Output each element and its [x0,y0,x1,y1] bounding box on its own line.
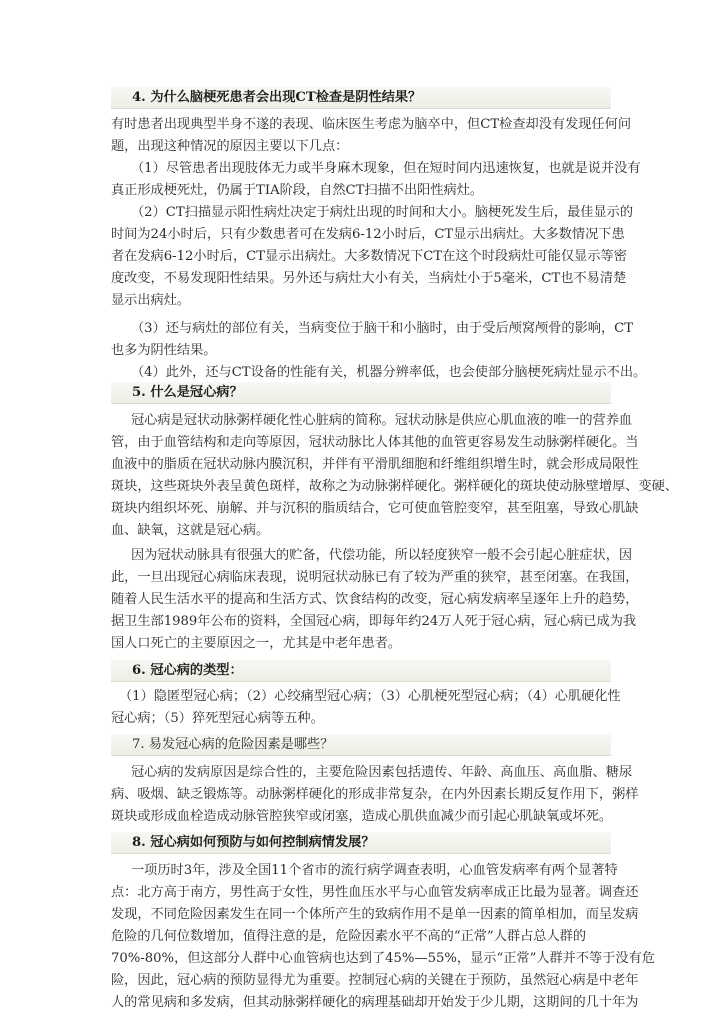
section-8-heading: 8. 冠心病如何预防与如何控制病情发展？ [132,835,375,850]
paragraph-line: 此，一旦出现冠心病临床表现，说明冠状动脉已有了较为严重的狭窄，甚至闭塞。在我国， [111,570,639,585]
paragraph-line: 管，由于血管结构和走向等原因，冠状动脉比人体其他的血管更容易发生动脉粥样硬化。当 [111,435,639,450]
section-5-heading: 5. 什么是冠心病？ [132,385,243,400]
paragraph-line: 题，出现这种情况的原因主要以下几点： [111,139,349,154]
paragraph-line: 者在发病6-12小时后，CT显示出病灶。大多数情况下CT在这个时段病灶可能仅显示等密 [111,249,627,264]
paragraph-line: 度改变，不易发现阳性结果。另外还与病灶大小有关，当病灶小于5毫米，CT也不易清楚 [111,271,627,286]
paragraph-line: （2）CT扫描显示阳性病灶决定于病灶出现的时间和大小。脑梗死发生后，最佳显示的 [131,205,634,220]
paragraph-line: 点：北方高于南方，男性高于女性，男性血压水平与心血管发病率成正比最为显著。调查还 [111,885,639,900]
paragraph-line: 斑块，这些斑块外表呈黄色斑样，故称之为动脉粥样硬化。粥样硬化的斑块使动脉壁增厚、变硬、 [111,479,679,494]
paragraph-line: 冠心病的发病原因是综合性的，主要危险因素包括遗传、年龄、高血压、高血脂、糖尿 [131,765,633,780]
paragraph-line: 发现，不同危险因素发生在同一个体所产生的致病作用不是单一因素的简单相加，而呈发病 [111,907,639,922]
paragraph-line: 也多为阴性结果。 [111,343,217,358]
section-6-heading: 6. 冠心病的类型： [132,663,243,678]
paragraph-line: 病、吸烟、缺乏锻炼等。动脉粥样硬化的形成非常复杂，在内外因素长期反复作用下，粥样 [111,787,639,802]
paragraph-line: （1）尽管患者出现肢体无力或半身麻木现象，但在短时间内迅速恢复，也就是说并没有 [131,161,641,176]
paragraph-line: 真正形成梗死灶，仍属于TIA阶段，自然CT扫描不出阳性病灶。 [111,183,484,198]
paragraph-line: 一项历时3年，涉及全国11个省市的流行病学调查表明，心血管发病率有两个显著特 [131,863,618,878]
paragraph-line: 血、缺氧，这就是冠心病。 [111,523,270,538]
paragraph-line: 人的常见病和多发病，但其动脉粥样硬化的病理基础却开始发于少儿期，这期间的几十年为 [111,995,639,1010]
paragraph-line: （1）隐匿型冠心病；（2）心绞痛型冠心病；（3）心肌梗死型冠心病；（4）心肌硬化性 [119,689,621,704]
paragraph-line: 斑块内组织坏死、崩解、并与沉积的脂质结合，它可使血管腔变窄，甚至阻塞，导致心肌缺 [111,501,639,516]
paragraph-line: 险，因此，冠心病的预防显得尤为重要。控制冠心病的关键在于预防，虽然冠心病是中老年 [111,973,639,988]
paragraph-line: 据卫生部1989年公布的资料，全国冠心病，即每年约24万人死于冠心病，冠心病已成为我 [111,614,637,629]
paragraph-line: 国人口死亡的主要原因之一，尤其是中老年患者。 [111,636,402,651]
paragraph-line: 冠心病；（5）猝死型冠心病等五种。 [111,711,324,726]
paragraph-line: 时间为24小时后，只有少数患者可在发病6-12小时后，CT显示出病灶。大多数情况下患 [111,227,625,242]
paragraph-line: 因为冠状动脉具有很强大的贮备，代偿功能，所以轻度狭窄一般不会引起心脏症状，因 [131,548,633,563]
paragraph-line: 危险的几何位数增加，值得注意的是，危险因素水平不高的“正常”人群占总人群的 [111,929,587,944]
section-7-heading: 7. 易发冠心病的危险因素是哪些？ [132,737,334,752]
paragraph-line: 70%-80%，但这部分人群中心血管病也达到了45%—55%，显示“正常”人群并不等于没有危 [111,951,655,966]
paragraph-line: 冠心病是冠状动脉粥样硬化性心脏病的简称。冠状动脉是供应心肌血液的唯一的营养血 [131,413,633,428]
paragraph-line: 血液中的脂质在冠状动脉内膜沉积，并伴有平滑肌细胞和纤维组织增生时，就会形成局限性 [111,457,639,472]
section-4-heading: 4. 为什么脑梗死患者会出现CT检查是阴性结果？ [132,90,422,105]
paragraph-line: 斑块或形成血栓造成动脉管腔狭窄或闭塞，造成心肌供血减少而引起心肌缺氧或坏死。 [111,809,613,824]
paragraph-line: 有时患者出现典型半身不遂的表现、临床医生考虑为脑卒中，但CT检查却没有发现任何问 [111,117,632,132]
paragraph-line: 显示出病灶。 [111,293,191,308]
paragraph-line: （3）还与病灶的部位有关，当病变位于脑干和小脑时，由于受后颅窝颅骨的影响，CT [131,321,634,336]
paragraph-line: 随着人民生活水平的提高和生活方式、饮食结构的改变，冠心病发病率呈逐年上升的趋势， [111,592,639,607]
paragraph-line: （4）此外，还与CT设备的性能有关，机器分辨率低，也会使部分脑梗死病灶显示不出。 [131,365,647,380]
